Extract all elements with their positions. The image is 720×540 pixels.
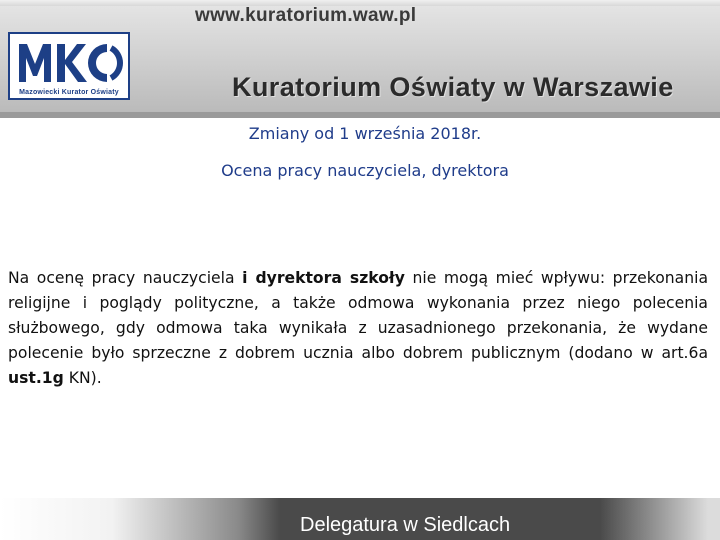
paragraph-bold-2: ust.1g bbox=[8, 369, 64, 387]
paragraph-bold-1: i dyrektora szkoły bbox=[242, 269, 405, 287]
logo-caption: Mazowiecki Kurator Oświaty bbox=[19, 89, 119, 96]
footer-gradient-left bbox=[0, 498, 280, 540]
header-banner bbox=[0, 0, 720, 118]
subtitle-date: Zmiany od 1 września 2018r. bbox=[248, 124, 482, 143]
footer-gradient-right bbox=[600, 498, 720, 540]
header-url: www.kuratorium.waw.pl bbox=[195, 5, 417, 26]
subtitle-topic: Ocena pracy nauczyciela, dyrektora bbox=[221, 161, 509, 180]
paragraph-part-2: nie mogą mieć wpływu: przekonania religijne i poglądy polityczne, a także odmowa wykonania przez niego polecenia służbowego, gdy odmowa taka wynikała z uzasadnionego przekonania, że wydane polecenie było sprzeczne z dobrem ucznia albo dobrem publicznym (dodano w art.6a bbox=[8, 269, 708, 362]
paragraph-part-3: KN). bbox=[63, 369, 102, 387]
header-stripe-bottom bbox=[0, 112, 720, 118]
header-title: Kuratorium Oświaty w Warszawie bbox=[232, 72, 674, 102]
footer-delegation-label: Delegatura w Siedlcach bbox=[300, 514, 511, 536]
footer-bar bbox=[0, 498, 720, 540]
mko-logo bbox=[8, 32, 130, 100]
mko-logo-mark-icon bbox=[13, 36, 125, 88]
body-paragraph bbox=[8, 266, 708, 391]
paragraph-part-1: Na ocenę pracy nauczyciela bbox=[8, 269, 243, 287]
